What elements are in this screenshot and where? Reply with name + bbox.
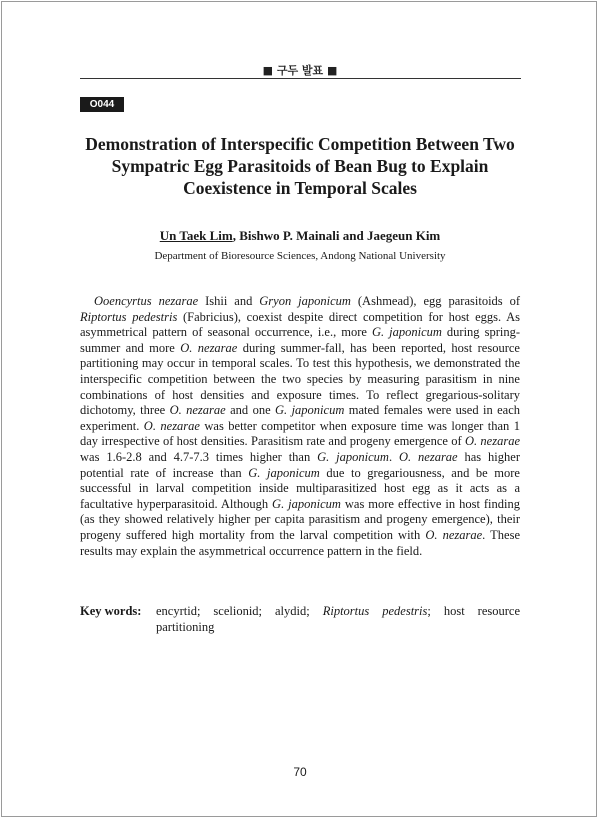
co-authors: , Bishwo P. Mainali and Jaegeun Kim xyxy=(232,228,441,243)
abstract-text: . xyxy=(388,449,399,464)
abstract-text: . These results may explain the asymmetrical occurrence pattern in the field. xyxy=(80,527,520,558)
abstract-italic-term: G. japonicum xyxy=(248,465,320,480)
abstract-italic-term: G. japonicum xyxy=(317,449,389,464)
abstract-text: during summer-fall, has been reported, host resource partitioning may occur in temporal scales. To test this hypothesis, we demonstrated the interspecific competition between the two species by measuring parasitism in nine combinations of host densities and exposure times. To reflect gregarious-solitary dichotomy, three xyxy=(80,340,520,418)
keywords-text xyxy=(156,603,520,635)
abstract-italic-term: O. nezarae xyxy=(425,527,483,542)
author-list xyxy=(0,228,600,244)
abstract-italic-term: G. japonicum xyxy=(275,403,345,418)
paper-title: Demonstration of Interspecific Competition Between Two Sympatric Egg Parasitoids of Bean Bug to Explain Coexistence in Temporal Scales xyxy=(85,134,515,198)
abstract-italic-term: Gryon japonicum xyxy=(259,294,351,308)
abstract-code-badge: O044 xyxy=(80,97,124,112)
presenting-author: Un Taek Lim xyxy=(159,228,233,243)
abstract-italic-term: G. japonicum xyxy=(272,496,341,511)
abstract-text: (Fabricius), coexist despite direct competition for host eggs. As asymmetrical pattern of seasonal occurrence, i.e., more xyxy=(80,309,520,340)
affiliation: Department of Bioresource Sciences, Andong National University xyxy=(154,250,446,262)
abstract-text: (Ashmead), egg parasitoids of xyxy=(350,294,521,308)
abstract-italic-term: Riptortus pedestris xyxy=(80,309,178,324)
abstract-text: has higher potential rate of increase than xyxy=(80,449,520,480)
abstract-text: mated females were used in each experiment. xyxy=(80,403,520,433)
abstract-italic-term: O. nezarae xyxy=(143,418,200,433)
abstract-text: and one xyxy=(225,403,276,418)
section-label: ■ 구두 발표 ■ xyxy=(262,64,338,77)
abstract-italic-term: Ooencyrtus nezarae xyxy=(94,294,199,308)
keywords xyxy=(80,603,520,635)
abstract-italic-term: O. nezarae xyxy=(464,434,521,449)
abstract-italic-term: O. nezarae xyxy=(180,340,238,355)
keyword-text: ; host resource partitioning xyxy=(156,604,520,634)
abstract-text: Ishii and xyxy=(198,294,260,308)
abstract-body xyxy=(80,294,520,559)
keyword-italic-term: Riptortus pedestris xyxy=(322,604,428,618)
abstract-text: was more effective in host finding (as they showed relatively higher per capita parasitism and progeny emergence), their progeny suffered high mortality from the larval competition with xyxy=(80,496,520,542)
keyword-text: encyrtid; scelionid; alydid; xyxy=(156,604,323,618)
abstract-text: during spring-summer and more xyxy=(80,325,520,355)
abstract-text: was 1.6-2.8 and 4.7-7.3 times higher than xyxy=(80,449,318,464)
page-number: 70 xyxy=(293,765,307,779)
abstract-italic-term: O. nezarae xyxy=(398,449,458,464)
abstract-italic-term: O. nezarae xyxy=(169,403,226,418)
abstract-italic-term: G. japonicum xyxy=(371,325,442,340)
abstract-text: due to gregariousness, and be more successful in larval competition inside multiparasitized host egg as it acts as a facultative hyperparasitoid. Although xyxy=(80,465,520,511)
header-rule xyxy=(80,78,521,79)
keywords-label: Key words: xyxy=(80,604,142,618)
abstract-text: was better competitor when exposure time was longer than 1 day irrespective of host densities. Parasitism rate and progeny emergence of xyxy=(80,418,520,449)
